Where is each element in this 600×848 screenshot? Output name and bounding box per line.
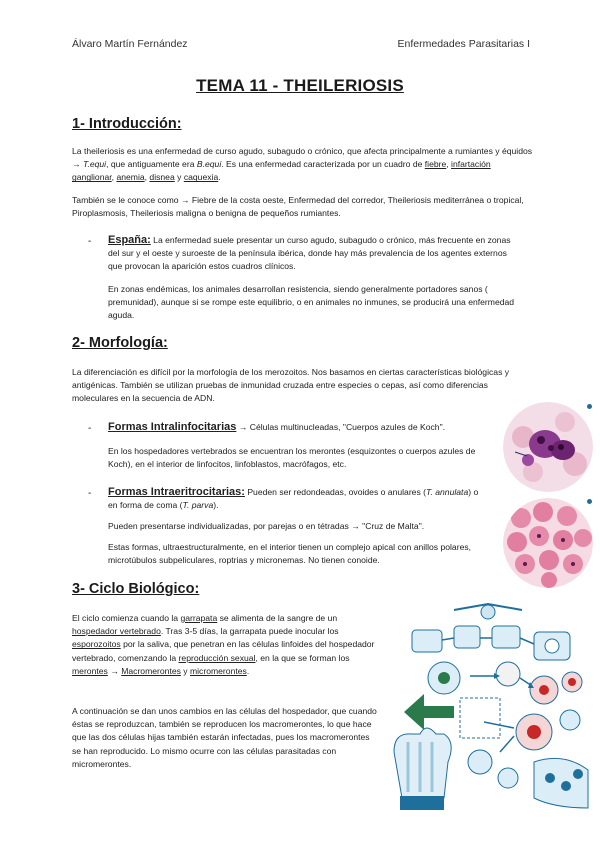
cycle-paragraph-2: A continuación se dan unos cambios en las células del hospedador, que cuando éstas se reproduzcan, también se reproducen los macromerontes, lo que hace que las dos células hijas también estarán infectadas, pues los macromerontes se han reproducido. Lo mismo ocurre con las células parasitadas con micromerontes.: [72, 706, 377, 769]
section-heading-morfologia: 2- Morfología:: [72, 335, 168, 351]
marker-dot: [587, 404, 592, 409]
intro-paragraph: La theileriosis es una enfermedad de curso agudo, subagudo o crónico, que afecta principalmente a rumiantes y équidos → T.equi, que antiguamente era B.equi. Es una enfermedad caracterizada por un cuadro de fiebre, infartación ganglionar, anemia, disnea y caquexia.: [72, 146, 533, 183]
bullet-dash: -: [88, 423, 92, 434]
espana-label: España:: [108, 234, 151, 246]
morphology-paragraph: La diferenciación es difícil por la morfología de los merozoitos. Nos basamos en ciertas características biológicas y antigénicas. También se utilizan pruebas de inmunidad cruzada entre especies o cepas, así como diferencias moleculares en la secuencia de ADN.: [72, 367, 510, 404]
header-course: Enfermedades Parasitarias I: [397, 38, 530, 50]
synonyms-paragraph: También se le conoce como → Fiebre de la costa oeste, Enfermedad del corredor, Theileriosis mediterránea o tropical, Piroplasmosis, Theileriosis maligna o benigna de pequeños rumiantes.: [72, 195, 524, 219]
intraeritrocitarias-ultrastructure: Estas formas, ultraestructuralmente, en el interior tienen un complejo apical con anillos polares, microtúbulos subpeliculares, roptrias y micronemas. No tienen conoide.: [108, 542, 472, 566]
life-cycle-diagram: [384, 602, 592, 812]
espana-endemic-paragraph: En zonas endémicas, los animales desarrollan resistencia, siendo generalmente portadores sanos ( premunidad), aunque si se rompe este equilibrio, o en animales no inmunes, se producirá una enfermedad aguda.: [108, 284, 515, 321]
intraeritrocitarias-bullet: Formas Intraeritrocitarias: Pueden ser redondeadas, ovoides o anulares (T. annulata) o en forma de coma (T. parva).: [108, 486, 479, 511]
intralinfocitarias-detail: En los hospedadores vertebrados se encuentran los merontes (esquizontes o cuerpos azules de Koch), en el interior de linfocitos, linfoblastos, macrófagos, etc.: [108, 446, 476, 470]
header-author: Álvaro Martín Fernández: [72, 38, 188, 50]
intraeritrocitarias-label: Formas Intraeritrocitarias:: [108, 486, 245, 498]
bullet-dash: -: [88, 236, 92, 247]
section-heading-introduccion: 1- Introducción:: [72, 116, 182, 132]
intralinfocitarias-bullet: Formas Intralinfocitarias → Células multinucleadas, "Cuerpos azules de Koch".: [108, 421, 446, 433]
page-title: TEMA 11 - THEILERIOSIS: [196, 76, 404, 95]
cycle-paragraph: El ciclo comienza cuando la garrapata se alimenta de la sangre de un hospedador vertebrado. Tras 3-5 días, la garrapata puede inocular los esporozoitos por la saliva, que penetran en las células linfoides del hospedador vertebrado, comenzando la reproducción sexual, en la que se forman los merontes → Macromerontes y micromerontes.: [72, 613, 375, 676]
section-heading-ciclo-biologico: 3- Ciclo Biológico:: [72, 581, 200, 597]
lymphocyte-micrograph: [503, 402, 593, 492]
bullet-dash: -: [88, 488, 92, 499]
intralinfocitarias-label: Formas Intralinfocitarias: [108, 421, 237, 433]
erythrocyte-micrograph: [503, 498, 593, 588]
marker-dot: [587, 499, 592, 504]
espana-bullet: España: La enfermedad suele presentar un curso agudo, subagudo o crónico, más frecuente en zonas del sur y el oeste y suroeste de la península ibérica, donde hay más prevalencia de los agentes externos que provocan la aparición estos cuadros clínicos.: [108, 234, 511, 272]
intraeritrocitarias-grouping: Pueden presentarse individualizadas, por parejas o en tétradas → "Cruz de Malta".: [108, 521, 425, 531]
